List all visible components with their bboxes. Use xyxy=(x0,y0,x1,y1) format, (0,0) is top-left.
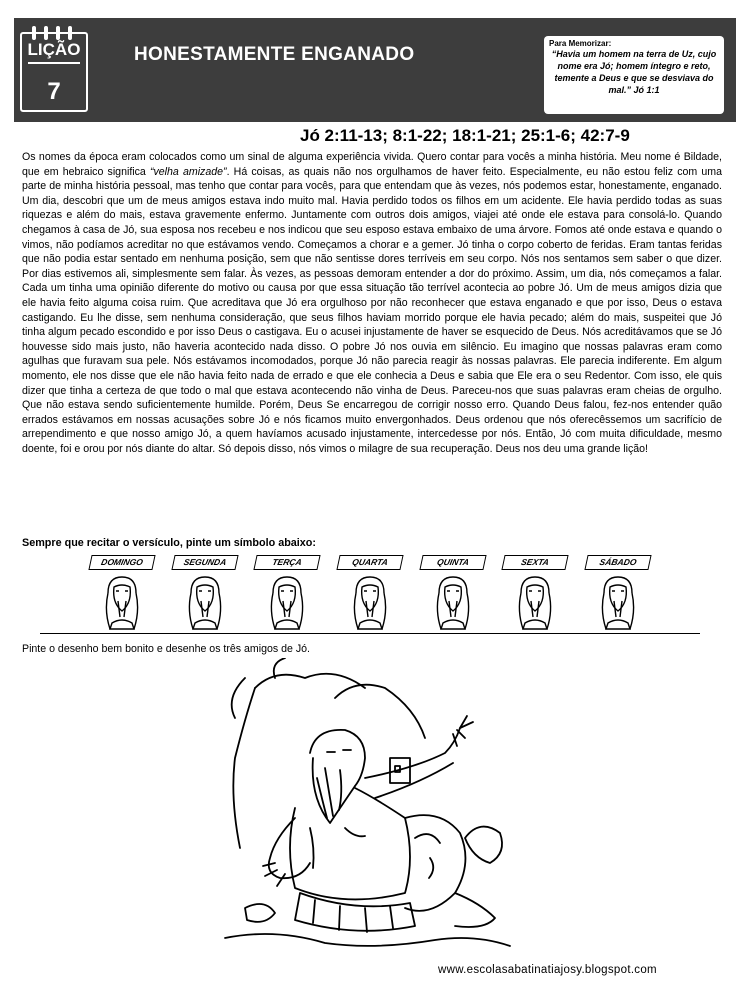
memory-verse-box xyxy=(544,36,724,114)
day-label: TERÇA xyxy=(254,555,321,570)
job-praying-icon xyxy=(425,571,481,631)
day-label: QUARTA xyxy=(336,555,403,570)
page-title: HONESTAMENTE ENGANADO xyxy=(134,44,415,65)
divider xyxy=(40,633,700,634)
job-praying-icon xyxy=(342,571,398,631)
day-segunda[interactable] xyxy=(173,555,237,633)
day-label: SEXTA xyxy=(502,555,569,570)
lesson-label: LIÇÃO xyxy=(27,40,81,59)
day-quarta[interactable] xyxy=(338,555,402,633)
day-label: QUINTA xyxy=(419,555,486,570)
day-domingo[interactable] xyxy=(90,555,154,633)
story-part-2: . Há coisas, as quais não nos orgulhamos de haver feito. Especialmente, eu não estou feliz com uma parte de minha história pessoal, mas tenho que contar para vocês, para que entendam que às vezes, nós podemos estar, honestamente, enganado. Um dia, descobri que um de meus amigos estava indo muito mal. Havia perdido todos os filhos em um acidente. Ele havia perdido todas as suas riquezas e além do mais, estava gravemente enfermo. Juntamente com outros dois amigos, viajei até onde ele estava para consolá-lo. Quando chegamos à casa de Jó, sua esposa nos recebeu e nos indicou que seu esposo estava embaixo de uma árvore. Fomos até onde estava e quando o vimos, não podíamos acreditar no que estávamos vendo. Começamos a chorar e a gemer. Jó tinha o corpo coberto de feridas. Eram tantas feridas que não podia estar sentado em nenhuma posição, sem que não sentisse dores terríveis em seu corpo. Nós nos sentamos sem saber o que dizer. Por dias estivemos ali, simplesmente sem falar. Às vezes, as pessoas demoram entender a dor do próximo. Assim, um dia, nós começamos a falar. Cada um tinha uma opinião diferente do motivo ou causa por que essa situação tão terrível acontecia ao pobre Jó. Um de meus amigos dizia que ele havia feito alguma coisa ruim. Que acreditava que Jó era orgulhoso por não reconhecer que estava enganado e que por isso, Deus o estava castigando. Eu lhe disse, sem nenhuma consideração, que seus filhos haviam morrido porque ele havia pecado; além do mais, suspeitei que Jó tinha algum pecado escondido e por isso Deus o castigava. Eu o acusei injustamente de haver se esquecido de Deus. Nós acreditávamos que se Jó houvesse sido mais justo, não haveria acontecido nada disso. O pobre Jó nos ouvia em silêncio. Eu imagino que nossas palavras eram como agulhas que furavam sua pele. Nós estávamos incomodados, porque Jó não parecia reagir às nossas palavras. Ele parecia indiferente. Em algum momento, ele nos disse que ele não havia feito nada de errado e que ele conhecia a Deus e sabia que Ele era o seu Redentor. Com isso, ele quis dizer que tinha a certeza de que todo o mal que estava acontecendo não vinha de Deus. Pareceu-nos que suas palavras eram cheias de orgulho. Que não estava sendo suficientemente humilde. Porém, Deus Se encarregou de corrigir nosso erro. Quando Deus falou, fez-nos entender quão errados estávamos em nossas acusações sobre Jó e nós ficamos muito envergonhados. Deus ordenou que nós oferecêssemos um sacrifício de arrependimento e que nosso amigo Jó, a quem havíamos acusado injustamente, intercedesse por nós. Então, Jó com muita dificuldade, mesmo doente, foi e orou por nós diante do altar. Só depois disso, nós vimos o milagre de sua recuperação. Deus nos deu uma grande lição! xyxy=(22,165,722,455)
scripture-reference: Jó 2:11-13; 8:1-22; 18:1-21; 25:1-6; 42:7-9 xyxy=(300,126,630,145)
memory-label: Para Memorizar: xyxy=(549,39,612,48)
paint-instruction: Pinte o desenho bem bonito e desenhe os três amigos de Jó. xyxy=(22,643,310,655)
story-quote: “velha amizade” xyxy=(149,165,227,178)
day-tracker xyxy=(90,555,650,633)
day-label: DOMINGO xyxy=(88,555,155,570)
story-text xyxy=(22,150,722,456)
lesson-badge xyxy=(20,32,88,112)
job-praying-icon xyxy=(259,571,315,631)
day-sabado[interactable] xyxy=(586,555,650,633)
job-coloring-illustration xyxy=(215,658,515,958)
day-label: SEGUNDA xyxy=(171,555,238,570)
job-praying-icon xyxy=(590,571,646,631)
story-part-1: Os nomes da época eram colocados como um sinal de alguma experiência vivida. Quero contar para vocês a minha história. Meu nome é Bildade, que em hebraico significa xyxy=(22,151,722,178)
day-terca[interactable] xyxy=(255,555,319,633)
day-sexta[interactable] xyxy=(503,555,567,633)
verse-instruction: Sempre que recitar o versículo, pinte um símbolo abaixo: xyxy=(22,537,316,549)
job-praying-icon xyxy=(507,571,563,631)
day-quinta[interactable] xyxy=(421,555,485,633)
lesson-number: 7 xyxy=(47,78,61,105)
job-praying-icon xyxy=(177,571,233,631)
day-label: SÁBADO xyxy=(584,555,651,570)
job-praying-icon xyxy=(94,571,150,631)
lesson-header xyxy=(14,18,736,122)
website-url: www.escolasabatinatiajosy.blogspot.com xyxy=(438,964,657,976)
memory-verse: “Havia um homem na terra de Uz, cujo nome era Jó; homem íntegro e reto, temente a Deus e que se desviava do mal.” Jó 1:1 xyxy=(551,49,717,95)
